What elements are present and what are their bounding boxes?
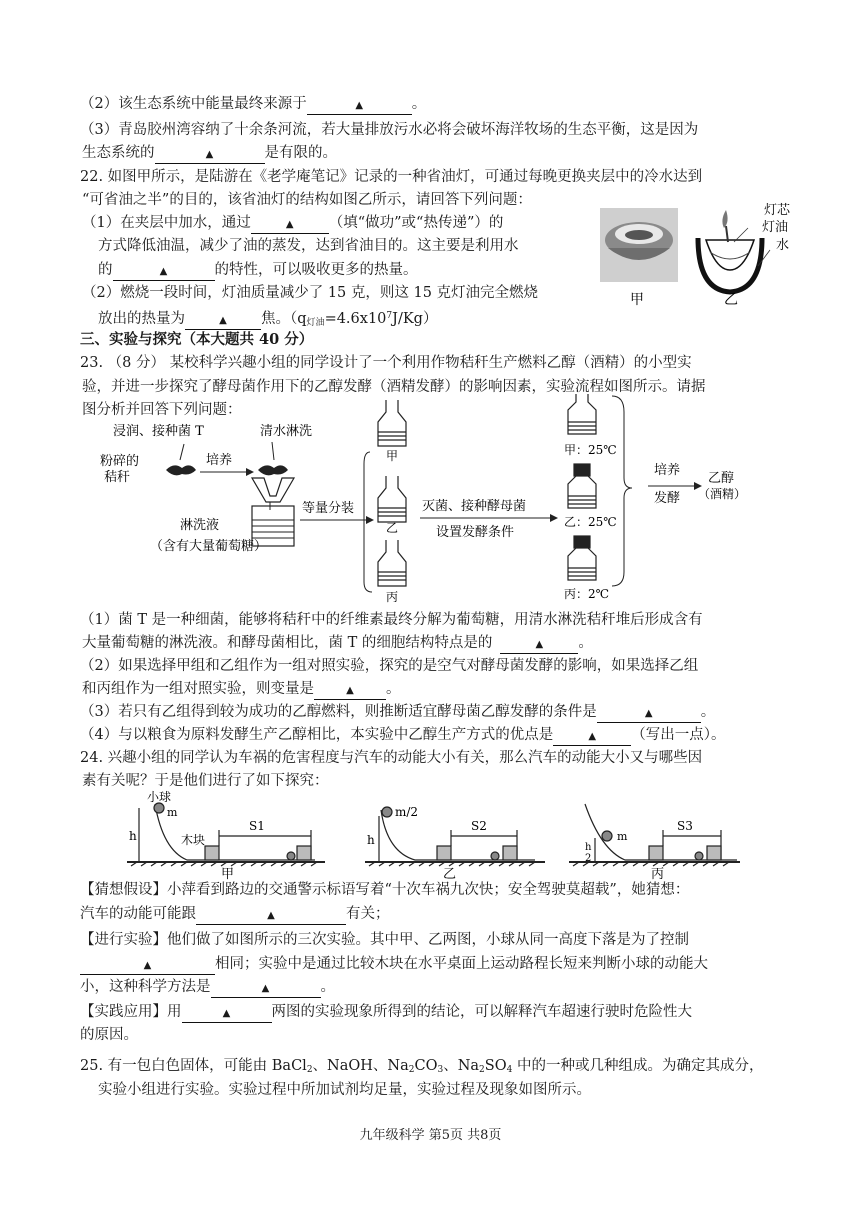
svg-text:S1: S1 [249, 819, 265, 833]
q22-part2-line1: （2）燃烧一段时间，灯油质量减少了 15 克，则这 15 克灯油完全燃烧 [82, 285, 539, 301]
q25-line1: 25. 有一包白色固体，可能由 BaCl$_2$、NaOH、$Na_2CO_3$、$Na_2SO_4$ 中的一种或几种组成。为确定其成分， [80, 1058, 764, 1075]
label-yi: 乙 [724, 292, 738, 308]
q22-part1-line3: 的 ▲ 的特性，可以吸收更多的热量。 [98, 260, 418, 281]
answer-blank[interactable]: ▲ [597, 704, 701, 723]
flask-yi-1 [378, 476, 406, 522]
label-split: 等量分装 [302, 501, 355, 516]
q24-application-line1: 【实践应用】用 ▲ 两图的实验现象所得到的结论，可以解释汽车超速行驶时危险性大 [80, 1002, 692, 1023]
q23-intro-line2: 验，并进一步探究了酵母菌作用下的乙醇发酵（酒精发酵）的影响因素，实验流程如图所示。请据 [82, 379, 706, 395]
straw-pile-cultured [258, 465, 288, 475]
svg-text:2: 2 [585, 853, 592, 864]
q23-part1-line1: （1）菌 T 是一种细菌，能够将秸秆中的纤维素最终分解为葡萄糖，用清水淋洗秸秆堆后形成含有 [80, 612, 703, 628]
q21-part3-line2: 生态系统的 ▲ 是有限的。 [82, 143, 337, 164]
svg-text:甲：25℃: 甲：25℃ [564, 443, 617, 457]
setup-bing [569, 804, 740, 866]
q23-intro-line3: 图分析并回答下列问题： [82, 402, 242, 418]
answer-blank[interactable]: ▲ [113, 262, 215, 281]
answer-blank[interactable]: ▲ [251, 215, 329, 234]
label-soak: 浸润、接种菌 T [113, 424, 204, 439]
svg-text:乙醇: 乙醇 [708, 471, 735, 486]
svg-text:乙：25℃: 乙：25℃ [564, 515, 617, 529]
answer-blank[interactable]: ▲ [553, 727, 631, 746]
page-footer: 九年级科学 第5页 共8页 [359, 1128, 502, 1143]
q24-guess-line1: 【猜想假设】小萍看到路边的交通警示标语写着“十次车祸九次快；安全驾驶莫超载”，她猜想： [80, 882, 690, 898]
kinetic-energy-experiment-figure [125, 790, 745, 880]
q25-line2: 实验小组进行实验。实验过程中所加试剂均足量，实验过程及现象如图所示。 [98, 1082, 591, 1098]
label-leach: 淋洗液 [180, 518, 220, 533]
q24-experiment-line1: 【进行实验】他们做了如图所示的三次实验。其中甲、乙两图，小球从同一高度下落是为了控制 [80, 932, 689, 948]
label-oil: 灯油 [762, 220, 789, 235]
svg-text:小球: 小球 [147, 790, 172, 804]
q23-part1-line2: 大量葡萄糖的淋洗液。和酵母菌相比，菌 T 的细胞结构特点是的 ▲ 。 [82, 633, 593, 654]
setup-yi [365, 807, 545, 866]
q24-application-line2: 的原因。 [80, 1027, 138, 1043]
answer-blank[interactable]: ▲ [196, 906, 346, 925]
svg-text:甲: 甲 [221, 867, 235, 880]
straw-pile [166, 465, 196, 475]
svg-text:（酒精）: （酒精） [698, 487, 747, 501]
svg-text:h: h [585, 842, 592, 853]
svg-text:S2: S2 [471, 819, 487, 833]
answer-blank[interactable]: ▲ [80, 956, 215, 975]
flask-bing-1 [378, 540, 406, 586]
svg-text:h: h [367, 833, 375, 847]
label-culture: 培养 [206, 453, 233, 468]
setup-jia [127, 803, 325, 866]
svg-text:丙: 丙 [386, 590, 399, 604]
answer-blank[interactable]: ▲ [182, 1004, 272, 1023]
svg-text:丙: 丙 [651, 867, 665, 880]
q24-experiment-line2: ▲ 相同；实验中是通过比较木块在水平桌面上运动路程长短来判断小球的动能大 [80, 954, 708, 975]
answer-blank[interactable]: ▲ [211, 979, 321, 998]
label-jia: 甲 [630, 292, 644, 308]
q24-intro-line1: 24. 兴趣小组的同学认为车祸的危害程度与汽车的动能大小有关，那么汽车的动能大小又与哪些因 [80, 750, 703, 766]
svg-text:S3: S3 [677, 819, 693, 833]
fermentation-flow-diagram [80, 392, 780, 610]
funnel-icon [252, 478, 294, 502]
svg-text:h: h [129, 829, 137, 843]
q23-part4: （4）与以粮食为原料发酵生产乙醇相比，本实验中乙醇生产方式的优点是 ▲ （写出一点）。 [80, 725, 725, 746]
svg-text:m/2: m/2 [395, 805, 419, 819]
flame-shape [722, 210, 727, 228]
q22-intro-line2: “可省油之半”的目的，该省油灯的结构如图乙所示，请回答下列问题： [82, 192, 532, 208]
answer-blank[interactable]: ▲ [314, 681, 386, 700]
label-sterilize: 灭菌、接种酵母菌 [422, 499, 527, 514]
q22-part1-line1: （1）在夹层中加水，通过 ▲ （填“做功”或“热传递”）的 [82, 213, 503, 234]
q24-experiment-line3: 小，这种科学方法是 ▲ 。 [80, 977, 335, 998]
q21-part3-line1: （3）青岛胶州湾容纳了十余条河流，若大量排放污水必将会破坏海洋牧场的生态平衡，这是因为 [80, 122, 699, 138]
oil-lamp-figure [598, 200, 798, 312]
svg-text:木块: 木块 [181, 833, 206, 847]
answer-blank[interactable]: ▲ [307, 96, 412, 115]
svg-text:发酵: 发酵 [654, 491, 681, 506]
lamp-inner-bowl [706, 240, 754, 270]
q23-part2-line2: 和丙组作为一组对照实验，则变量是 ▲ 。 [82, 679, 401, 700]
answer-blank[interactable]: ▲ [500, 635, 578, 654]
q23-part3: （3）若只有乙组得到较为成功的乙醇燃料，则推断适宜酵母菌乙醇发酵的条件是 ▲ 。 [80, 702, 715, 723]
svg-text:乙: 乙 [443, 867, 457, 880]
q22-intro-line1: 22. 如图甲所示，是陆游在《老学庵笔记》记录的一种省油灯，可通过每晚更换夹层中的冷水达到 [80, 169, 703, 185]
label-wick: 灯芯 [764, 203, 791, 218]
q21-part2: （2）该生态系统中能量最终来源于 ▲ 。 [80, 94, 426, 115]
right-brace [612, 396, 632, 586]
answer-blank[interactable]: ▲ [185, 311, 261, 330]
svg-text:m: m [167, 806, 178, 819]
flask-yi-2 [568, 464, 596, 508]
flask-jia-1 [378, 400, 406, 446]
svg-text:粉碎的: 粉碎的 [100, 454, 140, 469]
flask-jia-2 [568, 394, 596, 434]
label-set-condition: 设置发酵条件 [436, 525, 515, 540]
flask-bing-2 [568, 536, 596, 580]
answer-blank[interactable]: ▲ [155, 145, 265, 164]
q23-intro-line1: 23. （8 分） 某校科学兴趣小组的同学设计了一个利用作物秸秆生产燃料乙醇（酒精）的小型实 [80, 355, 692, 371]
q24-guess-line2: 汽车的动能可能跟 ▲ 有关； [80, 904, 390, 925]
section-3-heading: 三、实验与探究（本大题共 40 分） [80, 331, 314, 348]
q23-part2-line1: （2）如果选择甲组和乙组作为一组对照实验，探究的是空气对酵母菌发酵的影响，如果选择乙组 [80, 658, 699, 674]
label-rinse: 清水淋洗 [260, 424, 313, 439]
q22-part1-line2: 方式降低油温，减少了油的蒸发，达到省油目的。这主要是利用水 [98, 238, 519, 254]
svg-text:甲: 甲 [386, 449, 399, 463]
svg-text:乙: 乙 [386, 521, 399, 535]
label-water: 水 [776, 238, 790, 253]
svg-text:丙：2℃: 丙：2℃ [564, 587, 610, 601]
q22-part2-line2: 放出的热量为 ▲ 焦。$(q_{灯油}=4.6x10^7J/Kg)$ [98, 311, 438, 328]
label-leach-note: （含有大量葡萄糖） [150, 539, 268, 554]
q24-intro-line2: 素有关呢？于是他们进行了如下探究： [82, 773, 329, 789]
svg-text:m: m [617, 830, 628, 843]
svg-text:秸秆: 秸秆 [104, 470, 131, 485]
svg-text:培养: 培养 [654, 463, 681, 478]
